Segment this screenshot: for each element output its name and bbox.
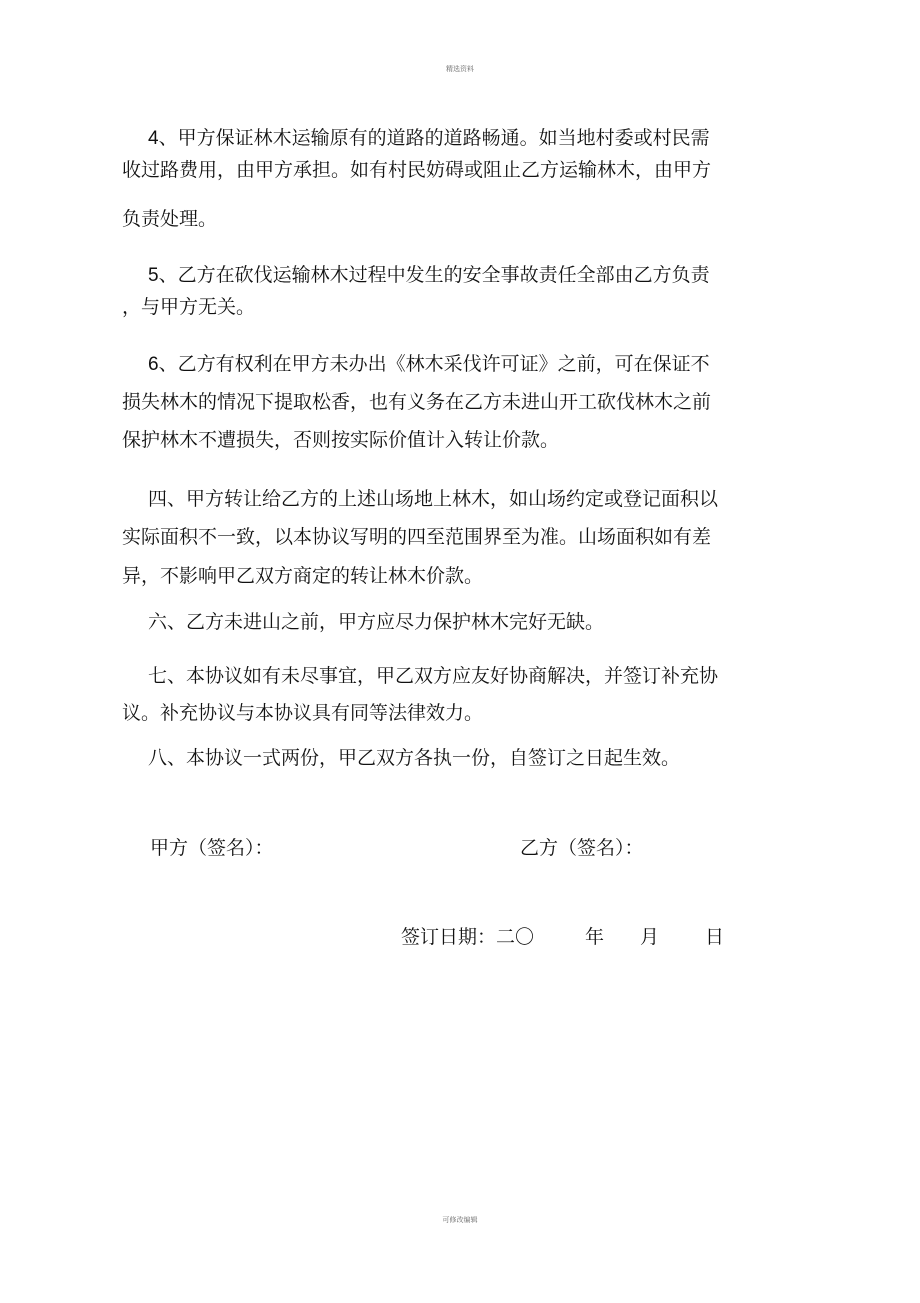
signing-date-label: 签订日期：二〇 xyxy=(401,926,535,948)
section-4-line-3: 异，不影响甲乙双方商定的转让林木价款。 xyxy=(122,565,484,587)
section-4-line-1: 四、甲方转让给乙方的上述山场地上林木，如山场约定或登记面积以 xyxy=(148,488,719,510)
party-b-signature-label: 乙方（签名）： xyxy=(520,837,644,859)
section-8-line-1: 八、本协议一式两份，甲乙双方各执一份，自签订之日起生效。 xyxy=(148,747,681,769)
signing-date-year: 年 xyxy=(585,926,605,948)
section-7-line-1: 七、本协议如有未尽事宜，甲乙双方应友好协商解决，并签订补充协 xyxy=(148,665,719,687)
clause-4-number: 4 xyxy=(148,128,159,149)
clause-6-line-2: 损失林木的情况下提取松香，也有义务在乙方未进山开工砍伐林木之前 xyxy=(122,391,712,413)
clause-6-text-1: 、乙方有权利在甲方未办出《林木采伐许可证》之前，可在保证不 xyxy=(158,353,710,375)
section-6-line-1: 六、乙方未进山之前，甲方应尽力保护林木完好无缺。 xyxy=(148,611,605,633)
clause-4-line-1 xyxy=(148,126,710,151)
signing-date-month: 月 xyxy=(640,926,660,948)
clause-6-line-1 xyxy=(148,352,710,377)
clause-5-line-2: ，与甲方无关。 xyxy=(122,296,256,318)
clause-4-line-3: 负责处理。 xyxy=(122,208,218,230)
clause-5-text-1: 、乙方在砍伐运输林木过程中发生的安全事故责任全部由乙方负责 xyxy=(158,264,710,286)
clause-4-text-1: 、甲方保证林木运输原有的道路的道路畅通。如当地村委或村民需 xyxy=(158,127,710,149)
clause-6-number: 6 xyxy=(148,354,159,375)
page-header: 精选资料 xyxy=(446,65,474,73)
section-4-line-2: 实际面积不一致，以本协议写明的四至范围界至为准。山场面积如有差 xyxy=(122,526,712,548)
party-a-signature-label: 甲方（签名）： xyxy=(150,837,274,859)
clause-5-number: 5 xyxy=(148,265,159,286)
clause-4-line-2: 收过路费用，由甲方承担。如有村民妨碍或阻止乙方运输林木，由甲方 xyxy=(122,159,712,181)
clause-5-line-1 xyxy=(148,263,710,288)
signing-date-day: 日 xyxy=(705,926,725,948)
page-footer: 可修改编辑 xyxy=(442,1216,478,1224)
section-7-line-2: 议。补充协议与本协议具有同等法律效力。 xyxy=(122,702,484,724)
clause-6-line-3: 保护林木不遭损失，否则按实际价值计入转让价款。 xyxy=(122,429,560,451)
